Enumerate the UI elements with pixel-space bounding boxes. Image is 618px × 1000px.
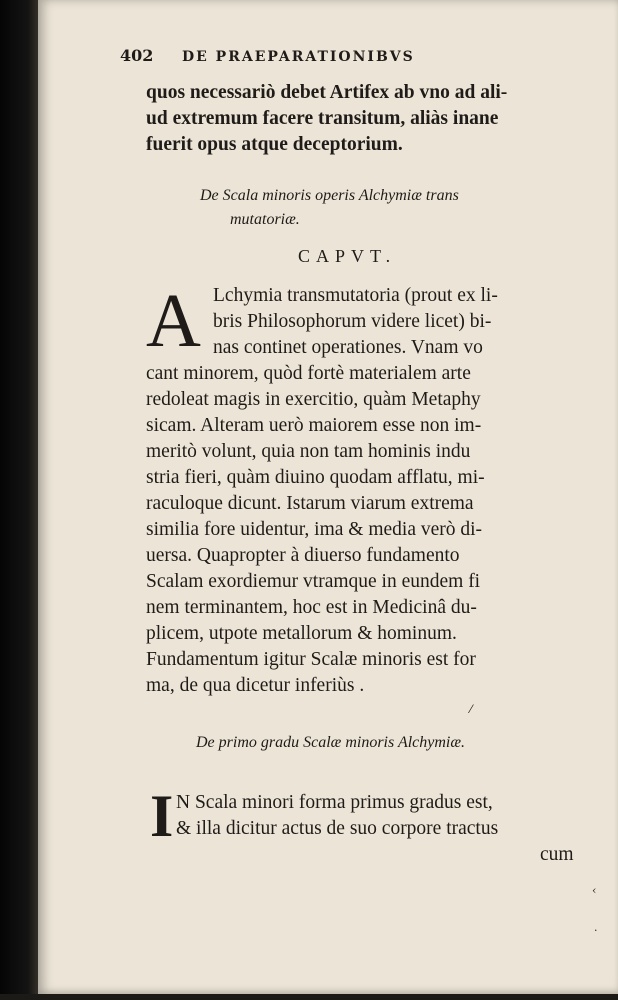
body-line: Scalam exordiemur vtramque in eundem fi bbox=[146, 571, 481, 592]
body-line: quos necessariò debet Artifex ab vno ad ali- bbox=[146, 82, 508, 103]
body-line: uersa. Quapropter à diuerso fundamento bbox=[146, 545, 460, 566]
body-line: raculoque dicunt. Istarum viarum extrema bbox=[146, 493, 474, 514]
body-line: fuerit opus atque deceptorium. bbox=[146, 134, 403, 155]
body-line: sicam. Alteram uerò maiorem esse non im- bbox=[146, 415, 482, 436]
body-line: redoleat magis in exercitio, quàm Metaphy bbox=[146, 389, 481, 410]
body-line: bris Philosophorum videre licet) bi- bbox=[213, 311, 492, 332]
body-line: stria fieri, quàm diuino quodam afflatu, mi- bbox=[146, 467, 485, 488]
drop-cap: I bbox=[150, 783, 174, 849]
body-line: Lchymia transmutatoria (prout ex li- bbox=[213, 285, 498, 306]
body-line: ud extremum facere transitum, aliàs inane bbox=[146, 108, 499, 129]
section-heading-line: De Scala minoris operis Alchymiæ trans bbox=[200, 187, 459, 204]
book-spine-shadow bbox=[0, 0, 40, 1000]
ink-mark: ‹ bbox=[592, 884, 597, 897]
chapter-label: CAPVT. bbox=[298, 246, 397, 266]
running-head-title: DE PRAEPARATIONIBVS bbox=[181, 49, 415, 65]
body-line: cant minorem, quòd fortè materialem arte bbox=[146, 363, 471, 384]
body-line: Fundamentum igitur Scalæ minoris est for bbox=[146, 649, 476, 670]
scan-bottom-edge bbox=[0, 994, 618, 1000]
body-line: N Scala minori forma primus gradus est, bbox=[176, 792, 493, 813]
page-number: 402 bbox=[120, 46, 154, 65]
body-line: ma, de qua dicetur inferiùs . bbox=[146, 675, 365, 696]
running-header bbox=[120, 46, 415, 65]
body-line: nem terminantem, hoc est in Medicinâ du- bbox=[146, 597, 477, 618]
drop-cap: A bbox=[146, 279, 201, 363]
body-line: plicem, utpote metallorum & hominum. bbox=[146, 623, 457, 644]
section-heading: De primo gradu Scalæ minoris Alchymiæ. bbox=[196, 734, 466, 751]
body-line: meritò volunt, quia non tam hominis indu bbox=[146, 441, 471, 462]
body-line: & illa dicitur actus de suo corpore tractus bbox=[176, 818, 499, 839]
body-line: nas continet operationes. Vnam vo bbox=[213, 337, 483, 358]
body-line: similia fore uidentur, ima & media verò di- bbox=[146, 519, 483, 540]
catchword: cum bbox=[540, 844, 574, 865]
ink-mark: ⁄ bbox=[470, 703, 472, 716]
ink-mark: · bbox=[594, 924, 598, 937]
section-heading-line: mutatoriæ. bbox=[230, 211, 300, 228]
